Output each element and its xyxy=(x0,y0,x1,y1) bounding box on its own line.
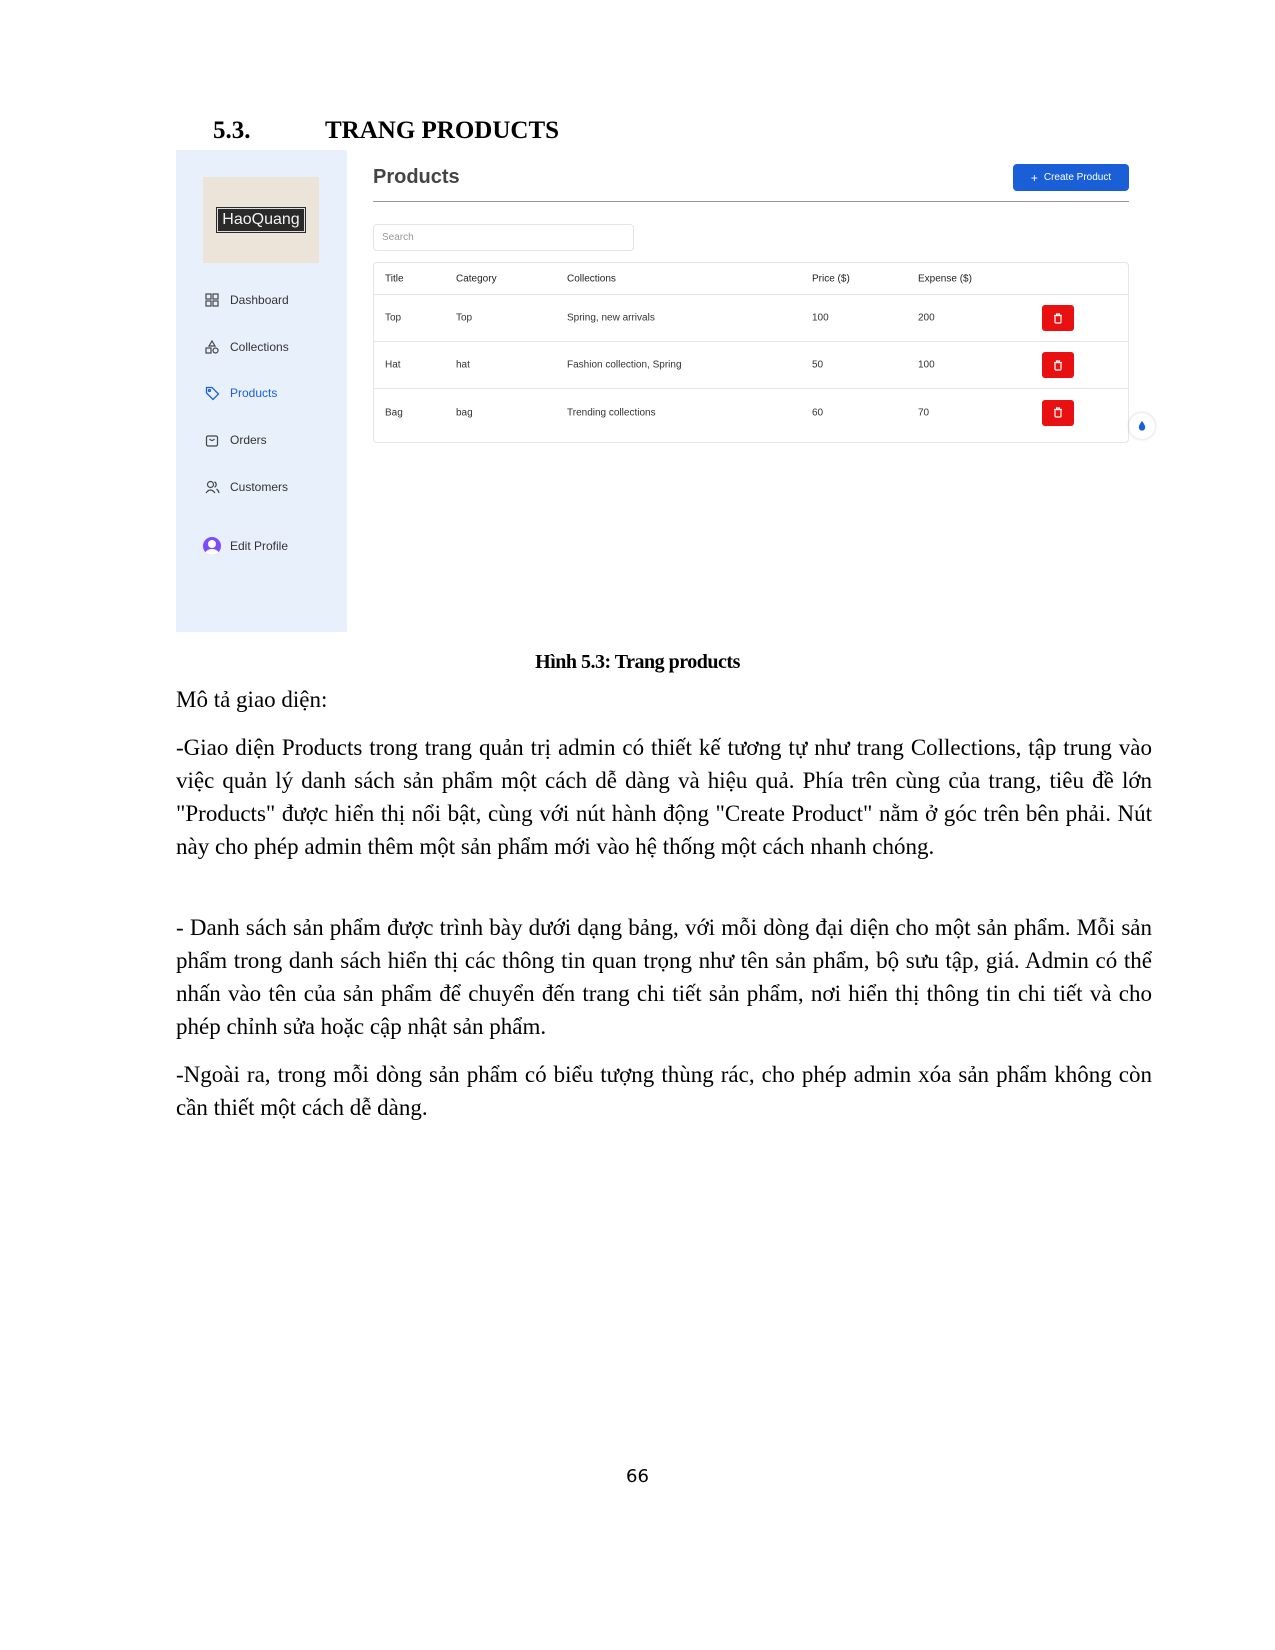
product-title-link[interactable]: Top xyxy=(385,312,402,324)
delete-button[interactable] xyxy=(1042,400,1074,426)
product-collections: Spring, new arrivals xyxy=(567,312,655,324)
logo[interactable] xyxy=(203,177,319,263)
sidebar-item-products[interactable] xyxy=(203,384,277,402)
plus-icon: + xyxy=(1030,170,1038,185)
product-price: 100 xyxy=(812,312,829,324)
users-icon xyxy=(203,478,221,496)
edit-profile-link[interactable] xyxy=(203,537,288,555)
shopping-bag-icon xyxy=(203,431,221,449)
trash-icon xyxy=(1053,360,1063,371)
floating-helper-button[interactable] xyxy=(1129,413,1155,439)
sidebar-item-dashboard[interactable] xyxy=(203,291,289,309)
trash-icon xyxy=(1053,313,1063,324)
products-table xyxy=(373,262,1129,443)
column-header[interactable]: Expense ($) xyxy=(918,273,972,284)
table-row xyxy=(374,389,1128,436)
sidebar-item-label: Products xyxy=(230,386,278,400)
sidebar xyxy=(176,150,347,632)
edit-profile-label: Edit Profile xyxy=(230,539,289,553)
table-header-row xyxy=(374,263,1128,295)
droplet-icon xyxy=(1137,420,1147,432)
product-collections: Fashion collection, Spring xyxy=(567,359,682,371)
sidebar-item-collections[interactable] xyxy=(203,338,289,356)
table-row xyxy=(374,342,1128,389)
products-screenshot xyxy=(176,150,1152,632)
figure-caption: Hình 5.3: Trang products xyxy=(535,651,740,673)
product-title-link[interactable]: Hat xyxy=(385,359,401,371)
user-avatar-icon xyxy=(203,537,221,555)
create-product-button[interactable] xyxy=(1013,164,1129,191)
sidebar-item-label: Collections xyxy=(230,340,289,354)
shapes-icon xyxy=(203,338,221,356)
product-category: bag xyxy=(456,407,473,418)
product-price: 50 xyxy=(812,359,824,371)
table-row xyxy=(374,295,1128,342)
search-input[interactable] xyxy=(373,224,634,251)
sidebar-item-orders[interactable] xyxy=(203,431,267,449)
product-expense: 100 xyxy=(918,359,935,371)
page-title: Products xyxy=(373,166,460,188)
section-heading xyxy=(213,117,559,145)
product-expense: 70 xyxy=(918,407,930,418)
logo-text: HaoQuang xyxy=(217,208,304,232)
product-title-link[interactable]: Bag xyxy=(385,407,403,418)
create-product-label: Create Product xyxy=(1043,172,1112,183)
delete-button[interactable] xyxy=(1042,352,1074,378)
column-header[interactable]: Category xyxy=(456,273,497,284)
intro-text: Mô tả giao diện: xyxy=(176,687,328,712)
column-header[interactable]: Collections xyxy=(567,273,616,284)
product-category: Top xyxy=(456,312,473,324)
tag-icon xyxy=(203,384,221,402)
column-header[interactable]: Title xyxy=(385,273,404,284)
page-number: 66 xyxy=(626,1466,649,1487)
sidebar-item-customers[interactable] xyxy=(203,478,288,496)
delete-button[interactable] xyxy=(1042,305,1074,331)
section-title: TRANG PRODUCTS xyxy=(325,117,560,144)
column-header[interactable]: Price ($) xyxy=(812,273,850,284)
section-number: 5.3. xyxy=(213,117,251,144)
trash-icon xyxy=(1053,407,1063,418)
product-price: 60 xyxy=(812,407,824,418)
search-placeholder: Search xyxy=(382,232,414,243)
sidebar-item-label: Customers xyxy=(230,480,289,494)
paragraph: -Giao diện Products trong trang quản trị admin có thiết kế tương tự như trang Collections, tập trung vào việc quản lý danh sách sản phẩm một cách dễ dàng và hiệu quả. Phía trên cùng của trang, tiêu đề lớn "Products" được hiển thị nổi bật, cùng với nút hành động "Create Product" nằm ở góc trên bên phải. Nút này cho phép admin thêm một sản phẩm mới vào hệ thống một cách nhanh chóng. xyxy=(176,735,1152,859)
paragraph: - Danh sách sản phẩm được trình bày dưới dạng bảng, với mỗi dòng đại diện cho một sản phẩm. Mỗi sản phẩm trong danh sách hiển thị các thông tin quan trọng như tên sản phẩm, bộ sưu tập, giá. Admin có thể nhấn vào tên của sản phẩm để chuyển đến trang chi tiết sản phẩm, nơi hiển thị thông tin chi tiết và cho phép chỉnh sửa hoặc cập nhật sản phẩm. xyxy=(176,915,1152,1039)
product-category: hat xyxy=(456,359,470,371)
product-expense: 200 xyxy=(918,312,935,324)
sidebar-item-label: Dashboard xyxy=(230,293,289,307)
header-divider xyxy=(373,201,1129,202)
product-collections: Trending collections xyxy=(567,407,656,418)
sidebar-item-label: Orders xyxy=(230,433,267,447)
paragraph: -Ngoài ra, trong mỗi dòng sản phẩm có biểu tượng thùng rác, cho phép admin xóa sản phẩm không còn cần thiết một cách dễ dàng. xyxy=(176,1062,1152,1120)
dashboard-grid-icon xyxy=(203,291,221,309)
